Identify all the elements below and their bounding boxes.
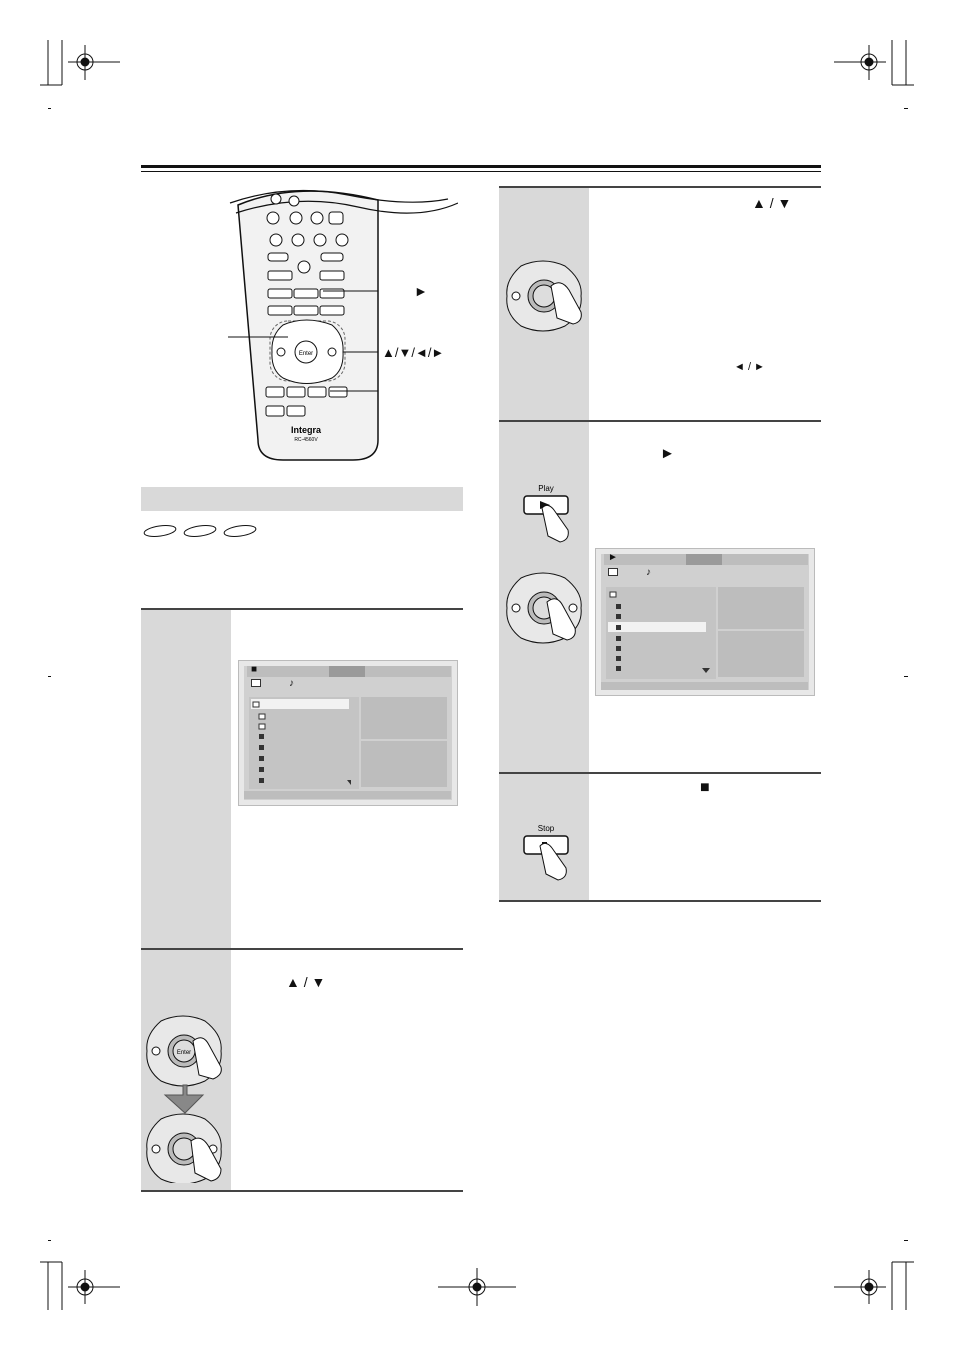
callout-arrows-icon: ▲/▼/◄/►	[382, 345, 445, 360]
stop-status-icon: ■	[251, 664, 258, 675]
section-bar	[141, 487, 463, 511]
stop-button-label: Stop	[537, 824, 555, 833]
left-right-arrows-icon: ◄ / ►	[734, 361, 765, 373]
osd-info-box	[361, 741, 447, 787]
play-icon: ►	[660, 445, 675, 462]
osd-list-icons	[608, 590, 710, 676]
disc-type-icons	[142, 521, 262, 541]
play-button-label: Play	[538, 484, 554, 493]
folder-icon	[608, 568, 618, 576]
stop-icon: ■	[700, 779, 710, 796]
folder-icon	[251, 679, 261, 687]
remote-enter-label: Enter	[298, 351, 314, 357]
step-rule	[499, 900, 821, 902]
osd-bottom-bar	[601, 682, 808, 690]
header-rule	[141, 165, 821, 168]
osd-info-box	[718, 631, 804, 677]
margin-tick	[48, 1240, 51, 1241]
stop-button-press-illustration	[518, 822, 582, 886]
osd-info-box	[361, 697, 447, 739]
osd-tab	[329, 666, 365, 677]
enter-pad-press-illustration	[503, 260, 587, 340]
remote-illustration	[228, 185, 458, 465]
margin-tick	[48, 676, 51, 677]
margin-tick	[904, 676, 908, 677]
music-note-icon: ♪	[289, 678, 294, 689]
margin-tick	[48, 108, 51, 109]
play-status-icon: ►	[608, 552, 618, 563]
step-rule	[141, 1190, 463, 1192]
remote-brand: Integra	[290, 425, 322, 435]
enter-label: Enter	[176, 1050, 192, 1056]
margin-tick	[904, 1240, 908, 1241]
enter-pad-press-illustration	[143, 1013, 233, 1183]
osd-list-icons	[251, 700, 351, 786]
enter-pad-press-illustration	[503, 572, 587, 652]
play-button-press-illustration	[518, 482, 582, 546]
osd-info-box	[718, 587, 804, 629]
osd-tab	[686, 554, 722, 565]
osd-screen-2	[595, 548, 815, 696]
margin-tick	[904, 108, 908, 109]
osd-screen-1	[238, 660, 458, 806]
callout-play-icon: ►	[414, 283, 428, 299]
step-1-panel	[141, 610, 231, 948]
music-note-icon: ♪	[646, 567, 651, 578]
up-down-arrows-icon: ▲ / ▼	[752, 195, 792, 211]
header-rule-thin	[141, 171, 821, 172]
up-down-arrows-icon: ▲ / ▼	[286, 974, 326, 990]
remote-model: RC-4560V	[294, 437, 318, 443]
osd-bottom-bar	[244, 791, 451, 799]
